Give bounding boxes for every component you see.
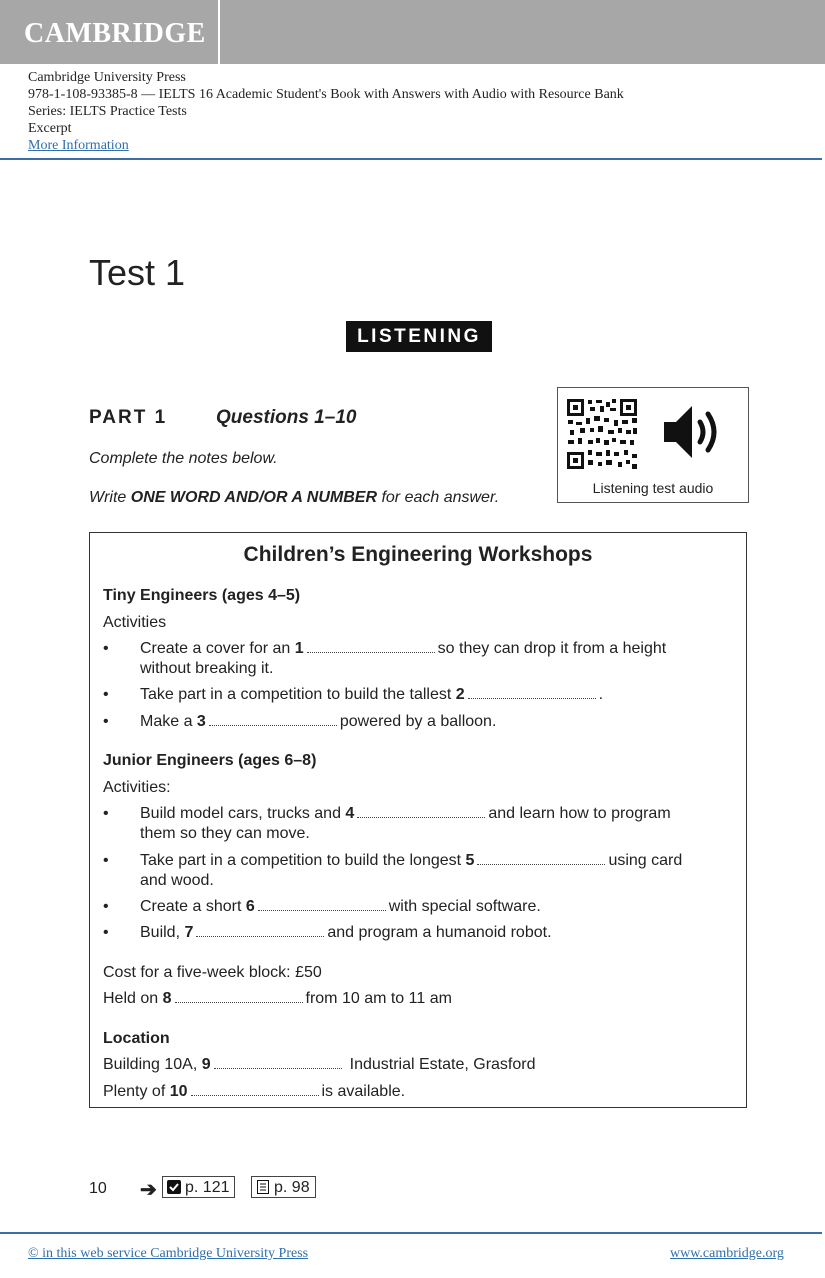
notes-box [89,532,747,1108]
question-4: Build model cars, trucks and 4 and learn how to program [140,805,671,822]
answer-blank-10[interactable] [191,1085,319,1096]
bullet: • [103,924,109,941]
isbn-title: 978-1-108-93385-8 — IELTS 16 Academic Student's Book with Answers with Audio with Resource Bank [28,87,624,102]
bullet: • [103,805,109,822]
excerpt-label: Excerpt [28,121,72,136]
bullet: • [103,852,109,869]
junior-engineers-heading: Junior Engineers (ages 6–8) [103,752,317,769]
bullet: • [103,686,109,703]
question-10: Plenty of 10 is available. [103,1083,406,1100]
test-title: Test 1 [89,252,186,293]
header-divider [0,158,822,160]
answer-blank-8[interactable] [175,992,303,1003]
listening-badge: LISTENING [346,321,492,352]
answer-blank-4[interactable] [357,807,485,818]
bullet: • [103,898,109,915]
website-link[interactable]: www.cambridge.org [670,1246,784,1261]
part-label: PART 1 [89,407,168,428]
question-3: Make a 3 powered by a balloon. [140,713,497,730]
instruction-complete-notes: Complete the notes below. [89,450,278,467]
copyright-link[interactable]: © in this web service Cambridge University Press [28,1246,309,1261]
location-heading: Location [103,1030,170,1047]
book-metadata [28,69,624,154]
question-5: Take part in a competition to build the longest 5 using card [140,852,683,869]
bullet: • [103,640,109,657]
answer-blank-6[interactable] [258,900,386,911]
answer-blank-5[interactable] [477,854,605,865]
footer-divider [0,1232,822,1234]
question-1: Create a cover for an 1 so they can drop it from a height [140,640,667,657]
answer-blank-3[interactable] [209,715,337,726]
document-icon [256,1180,270,1194]
question-7: Build, 7 and program a humanoid robot. [140,924,552,941]
answer-blank-1[interactable] [307,642,435,653]
answer-key-icon [167,1180,181,1194]
publisher: Cambridge University Press [28,70,186,85]
question-6: Create a short 6 with special software. [140,898,541,915]
instruction-word-limit: Write ONE WORD AND/OR A NUMBER for each answer. [89,489,500,506]
answer-blank-2[interactable] [468,688,596,699]
notes-title: Children’s Engineering Workshops [243,543,593,566]
cambridge-logo: CAMBRIDGE [24,18,206,49]
page-number: 10 [89,1180,107,1197]
junior-activities-label: Activities: [103,779,171,796]
question-5-continued: and wood. [140,872,214,889]
tiny-activities-label: Activities [103,614,167,631]
answer-blank-9[interactable] [214,1058,342,1069]
audio-qr-box[interactable] [557,387,749,503]
qr-code-icon[interactable] [566,398,638,470]
question-8: Held on 8 from 10 am to 11 am [103,990,452,1007]
tiny-engineers-heading: Tiny Engineers (ages 4–5) [103,587,301,604]
question-4-continued: them so they can move. [140,825,310,842]
audio-script-reference[interactable]: p. 98 [251,1176,316,1198]
arrow-right-icon: ➔ [140,1179,157,1201]
answer-blank-7[interactable] [196,926,324,937]
question-9: Building 10A, 9 Industrial Estate, Grasford [103,1056,536,1073]
bullet: • [103,713,109,730]
speaker-icon[interactable] [662,402,726,462]
questions-range: Questions 1–10 [216,407,357,428]
cost-line: Cost for a five-week block: £50 [103,964,322,981]
question-1-continued: without breaking it. [140,660,274,677]
answer-key-reference[interactable]: p. 121 [162,1176,235,1198]
question-2: Take part in a competition to build the tallest 2 . [140,686,604,703]
series: Series: IELTS Practice Tests [28,104,187,119]
audio-label: Listening test audio [592,480,714,496]
more-information-link[interactable]: More Information [28,138,129,153]
logo-panel [0,0,220,64]
